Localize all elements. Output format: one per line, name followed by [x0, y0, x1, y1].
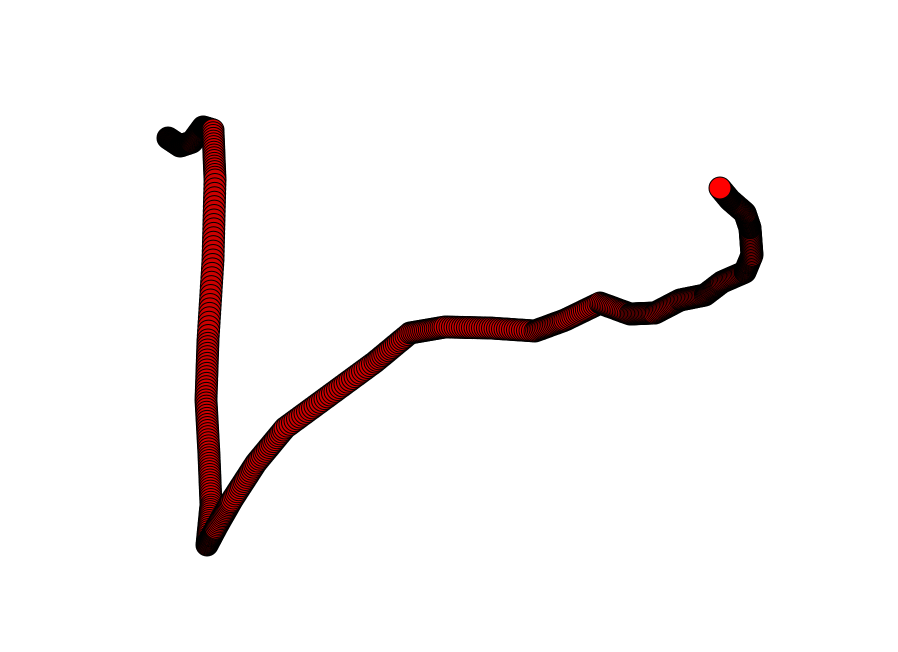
trajectory-end-point: [709, 177, 731, 199]
points-layer: [157, 116, 763, 556]
